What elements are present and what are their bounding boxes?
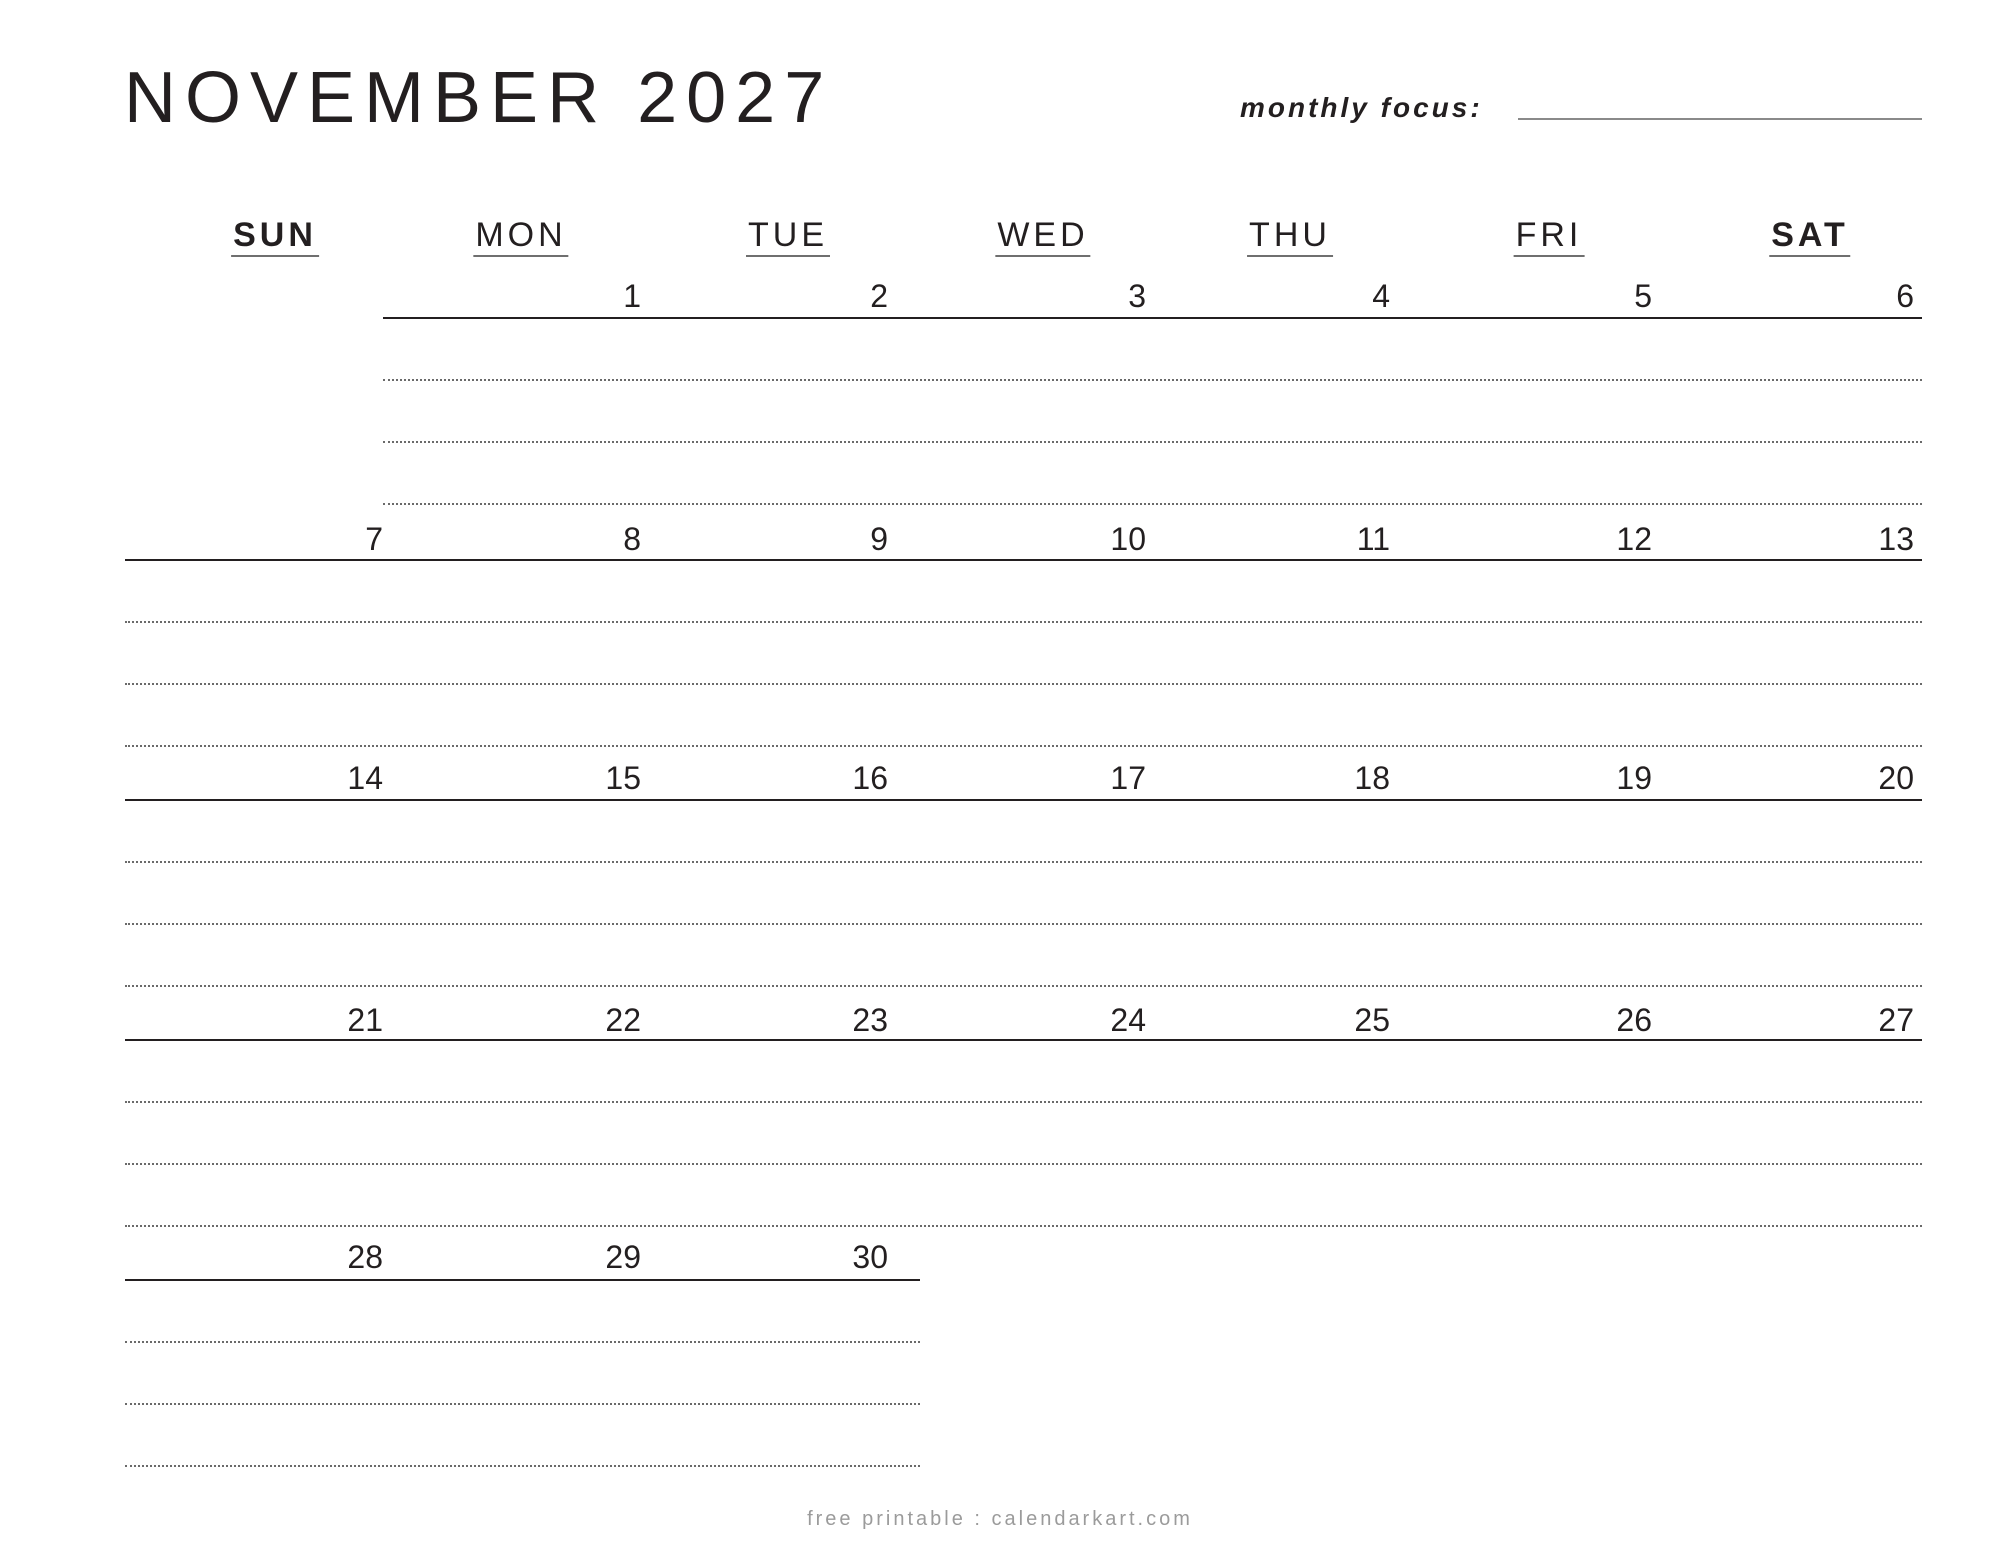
date-number[interactable]: 24	[1110, 1002, 1146, 1038]
date-number[interactable]: 9	[870, 521, 888, 557]
writing-line[interactable]	[125, 1403, 920, 1405]
week-rule	[125, 1039, 1922, 1041]
date-number[interactable]: 12	[1616, 521, 1652, 557]
date-number[interactable]: 25	[1354, 1002, 1390, 1038]
date-number[interactable]: 15	[605, 760, 641, 796]
date-number[interactable]: 11	[1356, 521, 1390, 557]
day-header-mon	[475, 216, 566, 255]
day-header-label: WED	[997, 216, 1089, 254]
date-number[interactable]: 13	[1878, 521, 1914, 557]
date-number[interactable]: 30	[852, 1239, 888, 1275]
date-number[interactable]: 17	[1110, 760, 1146, 796]
day-header-fri	[1516, 216, 1583, 255]
writing-line[interactable]	[383, 379, 1922, 381]
writing-line[interactable]	[125, 683, 1922, 685]
writing-line[interactable]	[125, 1101, 1922, 1103]
day-header-underline	[1247, 255, 1333, 257]
date-number[interactable]: 20	[1878, 760, 1914, 796]
date-number[interactable]: 23	[852, 1002, 888, 1038]
writing-line[interactable]	[125, 1163, 1922, 1165]
day-header-sat	[1771, 216, 1848, 255]
date-number[interactable]: 27	[1878, 1002, 1914, 1038]
day-header-label: FRI	[1515, 216, 1583, 254]
date-number[interactable]: 3	[1128, 278, 1146, 314]
date-number[interactable]: 2	[870, 278, 888, 314]
date-number[interactable]: 22	[605, 1002, 641, 1038]
date-number[interactable]: 29	[605, 1239, 641, 1275]
writing-line[interactable]	[125, 923, 1922, 925]
writing-line[interactable]	[125, 1225, 1922, 1227]
date-number[interactable]: 18	[1354, 760, 1390, 796]
day-header-underline	[995, 255, 1090, 257]
day-header-label: MON	[475, 216, 567, 254]
day-header-underline	[1514, 255, 1585, 257]
date-number[interactable]: 16	[852, 760, 888, 796]
writing-line[interactable]	[125, 745, 1922, 747]
date-number[interactable]: 5	[1634, 278, 1652, 314]
date-number[interactable]: 19	[1616, 760, 1652, 796]
monthly-focus-label: monthly focus:	[1240, 92, 1483, 123]
day-header-thu	[1249, 216, 1331, 255]
writing-line[interactable]	[125, 1465, 920, 1467]
day-header-underline	[231, 255, 319, 257]
week-rule	[125, 559, 1922, 561]
date-number[interactable]: 7	[365, 521, 383, 557]
monthly-focus-line[interactable]	[1518, 118, 1922, 120]
date-number[interactable]: 10	[1110, 521, 1146, 557]
week-rule	[125, 1279, 920, 1281]
week-rule	[125, 799, 1922, 801]
date-number[interactable]: 28	[347, 1239, 383, 1275]
day-header-sun	[233, 216, 317, 255]
footer-credit: free printable : calendarkart.com	[807, 1508, 1193, 1530]
week-rule	[383, 317, 1922, 319]
writing-line[interactable]	[383, 441, 1922, 443]
day-header-tue	[748, 216, 828, 255]
day-header-underline	[1769, 255, 1850, 257]
writing-line[interactable]	[125, 621, 1922, 623]
day-header-label: SAT	[1771, 216, 1849, 254]
writing-line[interactable]	[125, 1341, 920, 1343]
date-number[interactable]: 14	[347, 760, 383, 796]
date-number[interactable]: 6	[1896, 278, 1914, 314]
day-header-label: THU	[1249, 216, 1331, 254]
date-number[interactable]: 8	[623, 521, 641, 557]
page-title: NOVEMBER 2027	[124, 58, 834, 138]
date-number[interactable]: 21	[347, 1002, 383, 1038]
date-number[interactable]: 1	[623, 278, 641, 314]
writing-line[interactable]	[383, 503, 1922, 505]
date-number[interactable]: 4	[1372, 278, 1390, 314]
date-number[interactable]: 26	[1616, 1002, 1652, 1038]
writing-line[interactable]	[125, 861, 1922, 863]
day-header-label: SUN	[233, 216, 317, 254]
day-header-underline	[746, 255, 830, 257]
day-header-wed	[997, 216, 1088, 255]
day-header-label: TUE	[748, 216, 828, 254]
writing-line[interactable]	[125, 985, 1922, 987]
day-header-underline	[473, 255, 568, 257]
